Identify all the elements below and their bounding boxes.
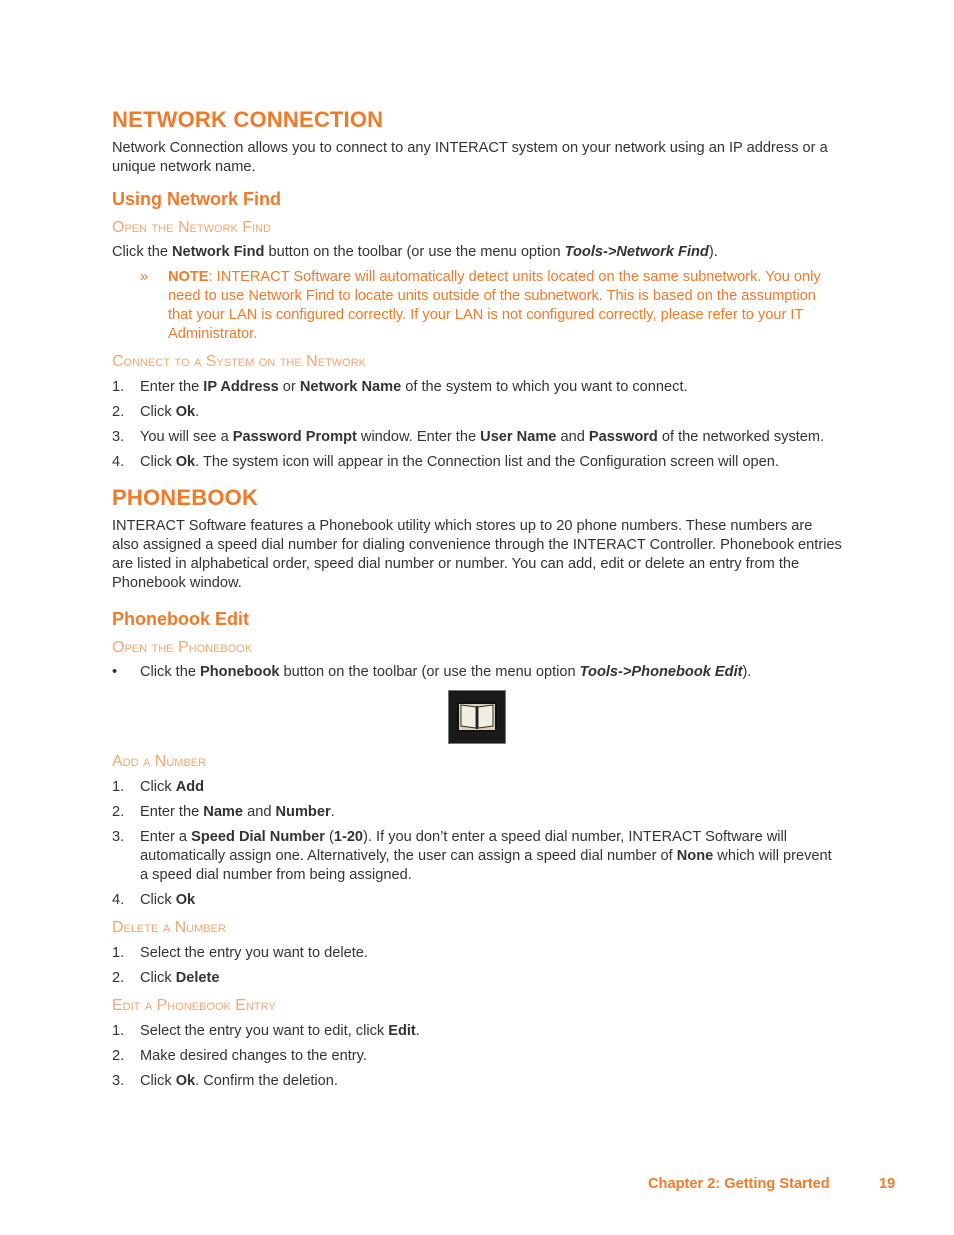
list-item: 3. Click Ok. Confirm the deletion.: [112, 1073, 338, 1089]
list-item: 4. Click Ok: [112, 892, 196, 908]
list-item: 1. Enter the IP Address or Network Name of the system to which you want to connect.: [112, 379, 688, 395]
heading-add-number: Add a Number: [112, 753, 207, 770]
heading-open-network-find: Open the Network Find: [112, 219, 271, 236]
list-item: 4. Click Ok. The system icon will appear in the Connection list and the Configuration screen will open.: [112, 454, 779, 470]
heading-open-phonebook: Open the Phonebook: [112, 639, 253, 656]
heading-delete-number: Delete a Number: [112, 919, 226, 936]
phonebook-intro: INTERACT Software features a Phonebook utility which stores up to 20 phone numbers. These numbers are also assigned a speed dial number for dialing convenience through the INTERACT Controller. Phonebook entries are listed in alphabetical order, speed dial number or number. You can add, edit or delete an entry from the Phonebook window.: [112, 518, 842, 591]
open-phonebook-list: [112, 663, 842, 682]
heading-edit-entry: Edit a Phonebook Entry: [112, 997, 276, 1014]
section-title-phonebook: PHONEBOOK: [112, 485, 259, 510]
list-item: 2. Make desired changes to the entry.: [112, 1048, 367, 1064]
connect-steps: [112, 378, 842, 472]
phonebook-icon: [448, 690, 506, 744]
note-text: : INTERACT Software will automatically detect units located on the same subnetwork. You only need to use Network Find to locate units outside of the subnetwork. This is based on the assumption that your LAN is configured correctly. If your LAN is not configured correctly, please refer to your IT Administrator.: [168, 269, 821, 342]
edit-steps: [112, 1022, 842, 1091]
open-network-find-text: Click the Network Find button on the toolbar (or use the menu option Tools->Network Find).: [112, 244, 718, 260]
list-item: 3. Enter a Speed Dial Number (1-20). If you don’t enter a speed dial number, INTERACT Software will automatically assign one. Alternatively, the user can assign a speed dial number of None which will prevent a speed dial number from being assigned.: [112, 829, 832, 883]
footer-chapter: Chapter 2: Getting Started: [648, 1176, 830, 1192]
heading-connect-system: Connect to a System on the Network: [112, 353, 366, 370]
network-intro: Network Connection allows you to connect to any INTERACT system on your network using an IP address or a unique network name.: [112, 140, 828, 175]
section-title-network-connection: NETWORK CONNECTION: [112, 107, 384, 132]
list-item: 1. Select the entry you want to edit, click Edit.: [112, 1023, 420, 1039]
subsection-title-using-network-find: Using Network Find: [112, 189, 282, 209]
list-item: 3. You will see a Password Prompt window. Enter the User Name and Password of the networked system.: [112, 429, 825, 445]
list-item: 1. Select the entry you want to delete.: [112, 945, 368, 961]
note-marker: »: [140, 269, 149, 285]
list-item: 1. Click Add: [112, 779, 205, 795]
add-steps: [112, 778, 842, 910]
list-item: • Click the Phonebook button on the toolbar (or use the menu option Tools->Phonebook Edit).: [112, 664, 752, 680]
subsection-title-phonebook-edit: Phonebook Edit: [112, 609, 249, 629]
note-label: NOTE: [168, 269, 209, 285]
list-item: 2. Click Delete: [112, 970, 220, 986]
list-item: 2. Enter the Name and Number.: [112, 804, 335, 820]
page-content: [112, 106, 842, 1091]
page-number: 19: [879, 1176, 896, 1192]
delete-steps: [112, 944, 842, 988]
note-block: [112, 268, 842, 344]
list-item: 2. Click Ok.: [112, 404, 200, 420]
